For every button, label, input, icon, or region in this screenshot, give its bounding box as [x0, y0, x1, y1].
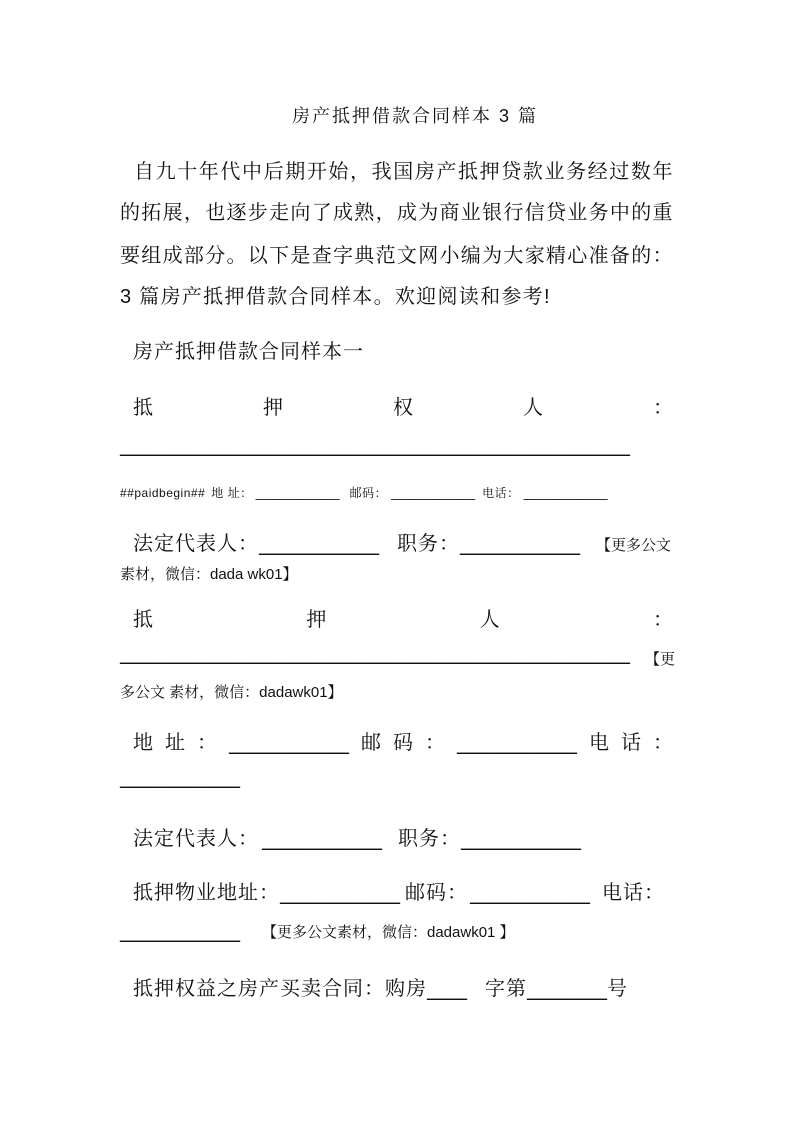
mortgagor-position-blank: ____________ [461, 826, 581, 850]
mortgagor-phone-blank: ____________ [120, 764, 240, 788]
intro-line: 3 篇房产抵押借款合同样本。欢迎阅读和参考! [120, 286, 551, 308]
mortgagor-name-line [120, 638, 675, 666]
label-char: 人 [479, 609, 500, 631]
label-char: 地 [133, 732, 153, 754]
label-char: 电 [589, 732, 609, 754]
mortgagor-phone-line [120, 762, 240, 790]
property-postcode-blank: ____________ [470, 880, 590, 904]
label-char: ： [197, 732, 217, 754]
promo-note-b-end: 多公文 素材，微信：dadawk01】 [120, 684, 343, 701]
label-char: 抵 [133, 397, 153, 419]
label-char: ： [653, 397, 673, 419]
label-char: ： [425, 732, 445, 754]
document-title: 房产抵押借款合同样本 3 篇 [292, 106, 539, 126]
sale-contract-label: 抵押权益之房产买卖合同：购房 [133, 978, 427, 1000]
mortgagee-phone-label: 电话： [482, 486, 520, 500]
property-phone-blank: ____________ [120, 918, 240, 942]
label-char: 址 [165, 732, 185, 754]
property-postcode-label: 邮码： [405, 882, 468, 904]
mortgagee-label-line [133, 394, 673, 422]
sale-contract-line [133, 974, 628, 1002]
mortgagee-rep-label: 法定代表人： [133, 533, 259, 555]
mortgagor-postcode-blank: ____________ [457, 730, 577, 754]
mortgagee-contact-line [120, 484, 608, 502]
property-phone-label: 电话： [602, 882, 665, 904]
mortgagor-rep-blank: ____________ [262, 826, 382, 850]
promo-note-c: 【更多公文素材，微信：dadawk01 】 [262, 924, 515, 941]
sample-heading: 房产抵押借款合同样本一 [133, 341, 364, 363]
mortgagee-postcode-blank: ______________ [391, 486, 476, 500]
label-char: 人 [523, 397, 543, 419]
label-char: 邮 [361, 732, 381, 754]
mortgagee-representative-line [133, 529, 671, 557]
serial-suffix: 号 [607, 978, 628, 1000]
mortgagee-rep-blank: ____________ [259, 531, 379, 555]
intro-line: 的拓展，也逐步走向了成熟，成为商业银行信贷业务中的重 [120, 202, 673, 224]
property-address-blank: ____________ [280, 880, 400, 904]
mortgagor-address-blank: ____________ [229, 730, 349, 754]
mortgagor-name-blank: ___________________________________________________ [120, 640, 630, 664]
mortgagee-position-label: 职务： [397, 533, 460, 555]
mortgagee-address-label: 地 址： [211, 486, 253, 500]
label-char: 码 [393, 732, 413, 754]
mortgagee-name-line [120, 430, 630, 458]
mortgagee-address-blank: ______________ [255, 486, 340, 500]
mortgagor-representative-line [133, 824, 581, 852]
paid-marker: ##paidbegin## [120, 486, 206, 500]
property-address-line [133, 878, 665, 906]
promo-note-a-end: 素材，微信：dada wk01】 [120, 566, 298, 583]
label-char: 押 [263, 397, 283, 419]
label-char: 抵 [133, 609, 153, 631]
serial-label: 字第 [485, 978, 527, 1000]
mortgagee-postcode-label: 邮码： [349, 486, 388, 500]
mortgagee-phone-blank: ______________ [523, 486, 608, 500]
promo-note-b-start: 【更 [645, 651, 676, 668]
label-char: 话 [621, 732, 641, 754]
property-address-label: 抵押物业地址： [133, 882, 280, 904]
mortgagor-contact-line [133, 728, 673, 756]
label-char: 权 [393, 397, 413, 419]
intro-line: 要组成部分。以下是查字典范文网小编为大家精心准备的： [120, 245, 673, 267]
mortgagor-position-label: 职务： [398, 828, 461, 850]
serial-blank: ________ [527, 976, 607, 1000]
label-char: 押 [306, 609, 327, 631]
promo-note-a-start: 【更多公文 [596, 537, 672, 554]
mortgagor-rep-label: 法定代表人： [133, 828, 259, 850]
mortgagee-position-blank: ____________ [460, 531, 580, 555]
mortgagor-label-line [133, 606, 673, 634]
purchase-blank: ____ [427, 976, 467, 1000]
property-phone-line [120, 916, 515, 944]
label-char: ： [653, 732, 673, 754]
mortgagee-name-blank: ___________________________________________________ [120, 432, 630, 456]
label-char: ： [652, 609, 673, 631]
intro-line: 自九十年代中后期开始，我国房产抵押贷款业务经过数年 [134, 161, 673, 183]
